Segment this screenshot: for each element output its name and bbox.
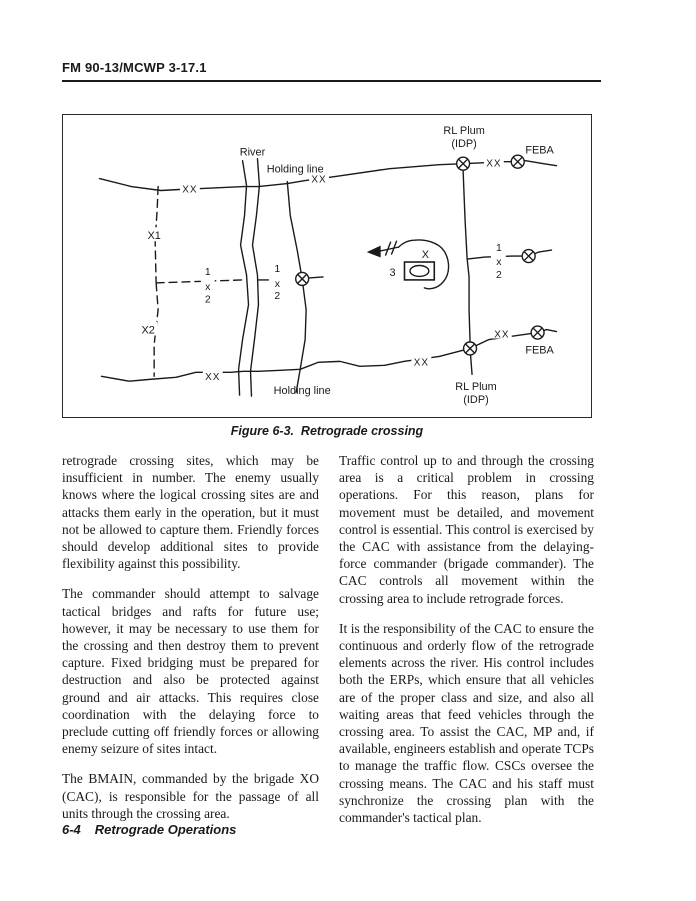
crossing-site-symbol: [531, 326, 544, 339]
crossing-site-symbol: [522, 250, 535, 263]
figure-retrograde-crossing: [62, 114, 592, 418]
left-column: [62, 452, 319, 835]
holding-line-label-bottom: Holding line: [273, 385, 331, 398]
crossing-site-symbol: [511, 155, 524, 168]
x1-label: X1: [147, 230, 161, 243]
river-bank-left: [239, 161, 249, 395]
arrowhead-icon: [367, 246, 381, 258]
river-bank-right: [251, 159, 260, 396]
rl-plum-label-top: RL Plum: [443, 124, 485, 137]
body-paragraph: It is the responsibility of the CAC to ensure the continuous and orderly flow of the retrograde elements across the river. His control includes both the ERPs, which ensure that all vehicles are of the proper class and size, and also all waiting areas that feed vehicles through the crossing area. To assist the CAC, MP and, if available, engineers establish and operate TCPs to manage the traffic flow. CSCs oversee the crossing means. The CAC and his staff must synchronize the crossing plan with the commander's tactical plan.: [339, 620, 594, 826]
page-header: FM 90-13/MCWP 3-17.1: [62, 60, 601, 82]
body-paragraph: The BMAIN, commanded by the brigade XO (CAC), is responsible for the passage of all units through the crossing area.: [62, 771, 319, 821]
page-footer: [62, 822, 236, 837]
tf-stack-2: 2: [495, 269, 502, 281]
right-column: [339, 452, 594, 839]
footer-section-title: Retrograde Operations: [94, 822, 237, 837]
idp-label-top: (IDP): [451, 137, 477, 150]
tf-stack-1: 1: [495, 243, 502, 255]
crossing-site-symbol: [457, 157, 470, 170]
body-paragraph: Traffic control up to and through the crossing area is a critical problem in crossing operations. For this reason, plans for movement must be detailed, and movement control is essential. This control is exercised by the CAC with assistance from the delaying-force commander (brigade commander). The CAC controls all movement within the crossing area to include retrograde forces.: [339, 453, 594, 606]
division-boundary-bottom: [101, 330, 556, 382]
tf-stack-x: x: [274, 278, 280, 290]
unit-echelon-label: X: [421, 249, 429, 262]
body-paragraph: The commander should attempt to salvage tactical bridges and rafts for future use; however, it may be necessary to use them for the crossing and then destroy them to prevent capture. Fixed bridging must be prepared for destruction and also be protected against ground and air attacks. This requires close coordination with the delaying force to preclude cutting off friendly forces or allowing enemy seizure of sites intact.: [62, 586, 319, 757]
rl-plum-label-bottom: RL Plum: [455, 381, 497, 394]
echelon-xx-label: XX: [182, 184, 198, 196]
figure-caption: Figure 6-3. Retrograde crossing: [230, 424, 424, 438]
tf-stack-1: 1: [204, 266, 211, 278]
task-force-branch-line: [467, 250, 551, 259]
echelon-xx-label: XX: [311, 174, 327, 186]
tf-stack-1: 1: [274, 263, 281, 275]
river-label: River: [239, 146, 266, 159]
crossing-site-symbol: [464, 342, 477, 355]
feba-label-top: FEBA: [525, 144, 554, 157]
echelon-xx-label: XX: [494, 329, 510, 341]
holding-line-label-top: Holding line: [266, 163, 324, 176]
crossing-connector-right: [309, 277, 323, 278]
x2-label: X2: [141, 324, 155, 337]
tf-stack-x: x: [496, 257, 502, 269]
tf-stack-x: x: [205, 281, 211, 293]
page-number: 6-4: [62, 822, 81, 837]
crossing-site-symbol: [296, 272, 309, 285]
echelon-xx-label: XX: [205, 372, 221, 384]
task-force-dashed-boundary: [156, 280, 243, 283]
echelon-xx-label: XX: [413, 357, 429, 369]
feba-label-bottom: FEBA: [525, 344, 554, 357]
body-paragraph: retrograde crossing sites, which may be insufficient in number. The enemy usually knows where the logical crossing sites are and attacks them early in the operation, but it must not be allowed to capture them. Friendly forces should develop additional sites to provide flexibility against this possibility.: [62, 453, 319, 572]
tf-stack-2: 2: [274, 290, 281, 302]
holding-line: [287, 182, 306, 393]
retrograde-crossing-diagram: [63, 115, 591, 417]
unit-symbol-frame: [404, 262, 434, 280]
echelon-xx-label: XX: [486, 158, 502, 170]
tf-stack-2: 2: [204, 294, 211, 306]
idp-label-bottom: (IDP): [463, 394, 489, 407]
unit-number-label: 3: [389, 266, 396, 279]
